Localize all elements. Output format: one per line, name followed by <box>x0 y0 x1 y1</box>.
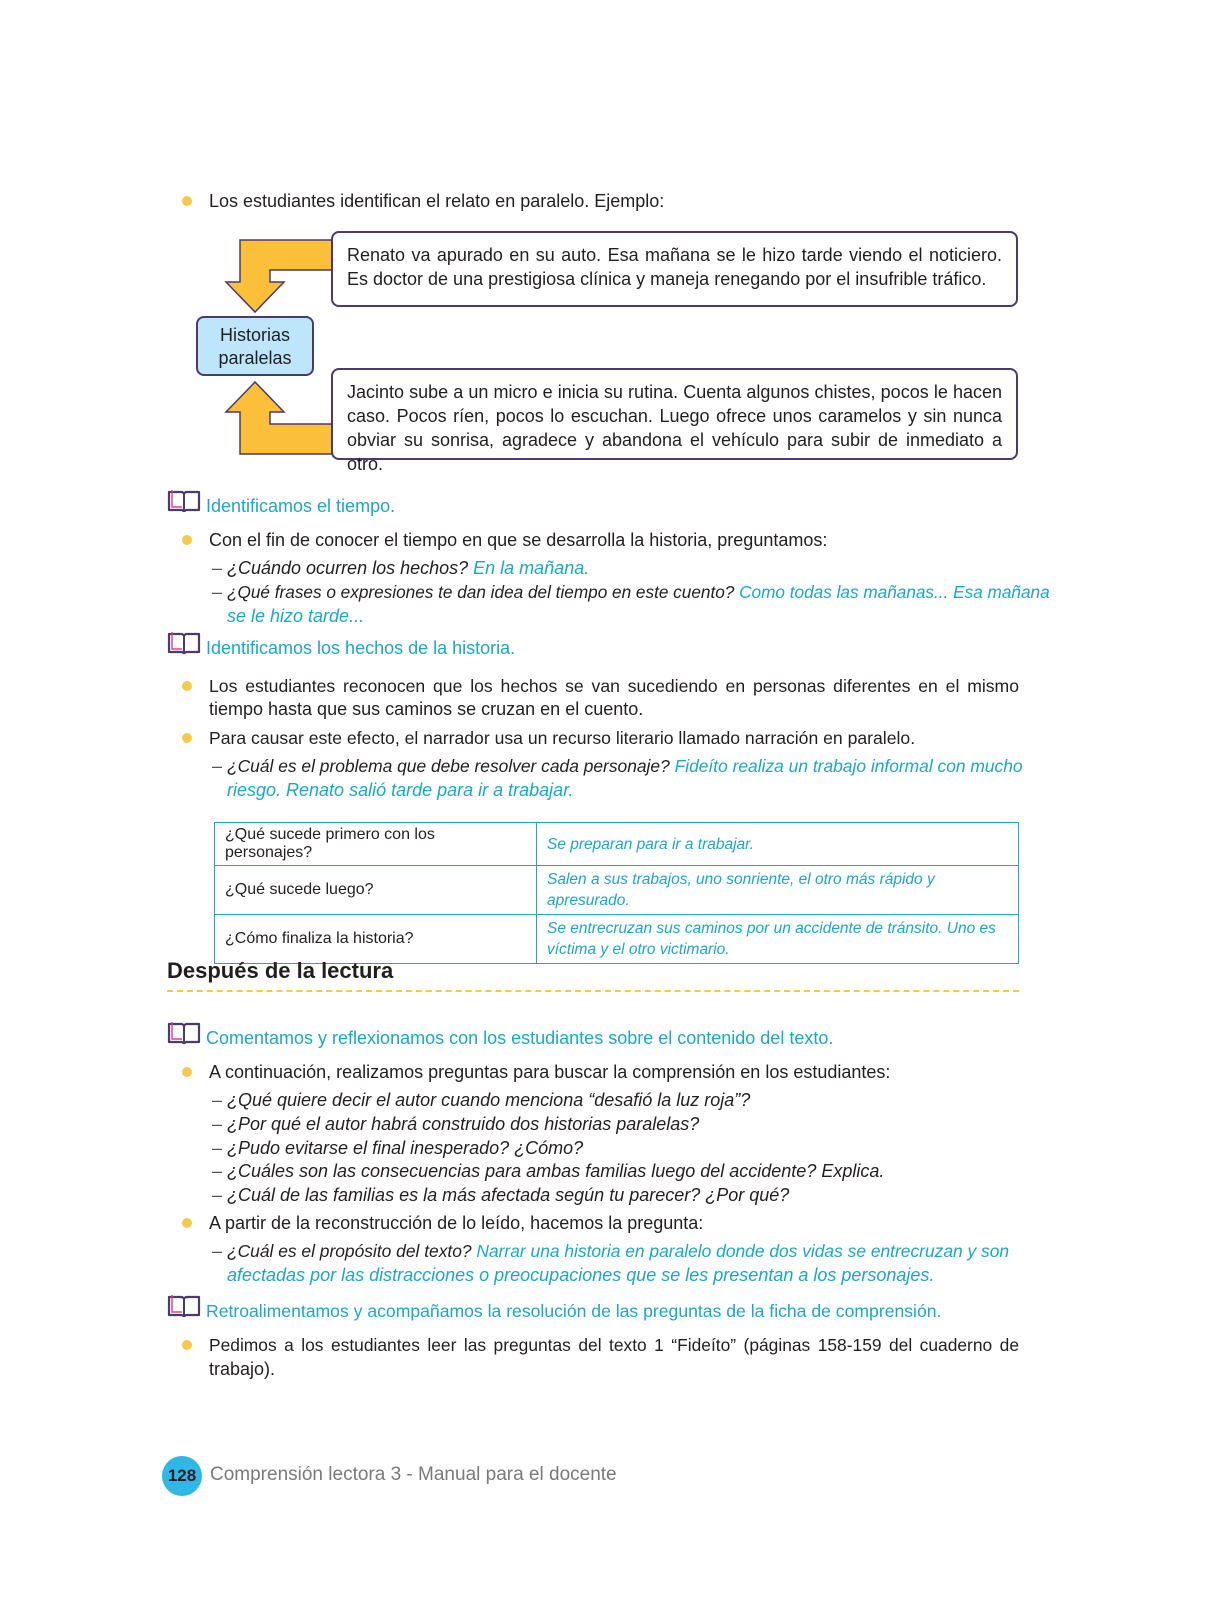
table-row <box>215 866 1019 915</box>
hechos-bullet1: Los estudiantes reconocen que los hechos se van sucediendo en personas diferentes en el mismo <box>209 676 1019 696</box>
dash: – <box>212 1185 223 1205</box>
hechos-bullet2: Para causar este efecto, el narrador usa un recurso literario llamado narración en paralelo. <box>209 728 916 748</box>
bullet <box>182 733 192 743</box>
a1-text: En la mañana. <box>468 558 590 578</box>
arrow-down-icon <box>226 240 332 312</box>
intro-text: Los estudiantes identifican el relato en paralelo. Ejemplo: <box>209 191 665 211</box>
despues-bullet2: A partir de la reconstrucción de lo leído, hacemos la pregunta: <box>209 1213 704 1233</box>
bullet <box>182 535 192 545</box>
question-item: ¿Pudo evitarse el final inesperado? ¿Cómo? <box>227 1138 584 1158</box>
dash: – <box>212 582 223 602</box>
dash: – <box>212 1090 223 1110</box>
table-cell-question: ¿Qué sucede primero con los personajes? <box>215 823 537 866</box>
proposito-a-text: Narrar una historia en paralelo donde dos vidas se entrecruzan y son <box>471 1241 1010 1261</box>
heading-tiempo: Identificamos el tiempo. <box>206 496 396 516</box>
table-row <box>215 915 1019 964</box>
arrow-up-icon <box>226 382 332 454</box>
historias-paralelas-box <box>196 316 314 376</box>
tiempo-q2 <box>227 580 1050 604</box>
heading-hechos: Identificamos los hechos de la historia. <box>206 638 516 658</box>
hechos-q-text: ¿Cuál es el problema que debe resolver cada personaje? <box>227 756 670 776</box>
question-item: ¿Por qué el autor habrá construido dos historias paralelas? <box>227 1114 700 1134</box>
table-cell-answer: Se preparan para ir a trabajar. <box>537 823 1019 866</box>
dash: – <box>212 558 223 578</box>
q2-text: ¿Qué frases o expresiones te dan idea del tiempo en este cuento? <box>227 582 735 602</box>
section-title: Después de la lectura <box>167 958 394 983</box>
despues-bullet1: A continuación, realizamos preguntas para buscar la comprensión en los estudiantes: <box>209 1062 891 1082</box>
bullet <box>182 1340 192 1350</box>
tiempo-q1 <box>227 556 589 580</box>
dashed-divider <box>167 990 1019 992</box>
bullet <box>182 1067 192 1077</box>
story-renato-box: Renato va apurado en su auto. Esa mañana se le hizo tarde viendo el noticiero. Es doctor de una prestigiosa clínica y maneja renegando por el insufrible tráfico. <box>331 231 1018 307</box>
table-cell-answer: Se entrecruzan sus caminos por un accidente de tránsito. Uno es víctima y el otro victimario. <box>537 915 1019 964</box>
hechos-a-text: Fideíto realiza un trabajo informal con mucho <box>669 756 1023 776</box>
dash: – <box>212 1161 223 1181</box>
table-cell-question: ¿Cómo finaliza la historia? <box>215 915 537 964</box>
a2-text: Como todas las mañanas... Esa mañana <box>734 582 1050 602</box>
bullet <box>182 1218 192 1228</box>
table-row <box>215 823 1019 866</box>
dash: – <box>212 1138 223 1158</box>
q1-text: ¿Cuándo ocurren los hechos? <box>227 558 469 578</box>
story-jacinto-box: Jacinto sube a un micro e inicia su rutina. Cuenta algunos chistes, pocos le hacen caso. Pocos ríen, pocos lo escuchan. Luego ofrece unos caramelos y sin nunca obviar su sonrisa, agradece y abandona el vehículo para subir de inmediato a otro. <box>331 368 1018 460</box>
bullet <box>182 196 192 206</box>
book-icon <box>167 1293 201 1319</box>
proposito-q <box>227 1239 1009 1263</box>
hechos-a-cont: riesgo. Renato salió tarde para ir a trabajar. <box>227 780 574 800</box>
dash: – <box>212 756 223 776</box>
center-line-1: Historias <box>219 325 290 345</box>
despues-bullet3-cont: trabajo). <box>209 1359 276 1379</box>
a2-text-cont: se le hizo tarde... <box>227 606 365 626</box>
table-cell-answer: Salen a sus trabajos, uno sonriente, el otro más rápido y apresurado. <box>537 866 1019 915</box>
despues-bullet3: Pedimos a los estudiantes leer las preguntas del texto 1 “Fideíto” (páginas 158-159 del cuaderno de <box>209 1335 1019 1355</box>
footer-title: Comprensión lectora 3 - Manual para el docente <box>210 1464 617 1485</box>
page-number: 128 <box>162 1456 202 1496</box>
bullet <box>182 681 192 691</box>
center-line-2: paralelas <box>218 348 292 368</box>
tiempo-bullet: Con el fin de conocer el tiempo en que se desarrolla la historia, preguntamos: <box>209 530 828 550</box>
book-icon <box>167 488 201 514</box>
book-icon <box>167 630 201 656</box>
hechos-bullet1-cont: tiempo hasta que sus caminos se cruzan en el cuento. <box>209 699 644 719</box>
heading-comentamos: Comentamos y reflexionamos con los estudiantes sobre el contenido del texto. <box>206 1028 834 1048</box>
heading-retroalimentamos: Retroalimentamos y acompañamos la resolución de las preguntas de la ficha de comprensión. <box>206 1301 942 1321</box>
question-item: ¿Cuáles son las consecuencias para ambas familias luego del accidente? Explica. <box>227 1161 885 1181</box>
book-icon <box>167 1020 201 1046</box>
question-item: ¿Qué quiere decir el autor cuando menciona “desafió la luz roja”? <box>227 1090 751 1110</box>
questions-table <box>214 822 1019 964</box>
proposito-q-text: ¿Cuál es el propósito del texto? <box>227 1241 472 1261</box>
question-item: ¿Cuál de las familias es la más afectada según tu parecer? ¿Por qué? <box>227 1185 790 1205</box>
dash: – <box>212 1114 223 1134</box>
table-cell-question: ¿Qué sucede luego? <box>215 866 537 915</box>
hechos-q <box>227 754 1023 778</box>
dash: – <box>212 1241 223 1261</box>
proposito-a-cont: afectadas por las distracciones o preocupaciones que se les presentan a los personajes. <box>227 1265 935 1285</box>
